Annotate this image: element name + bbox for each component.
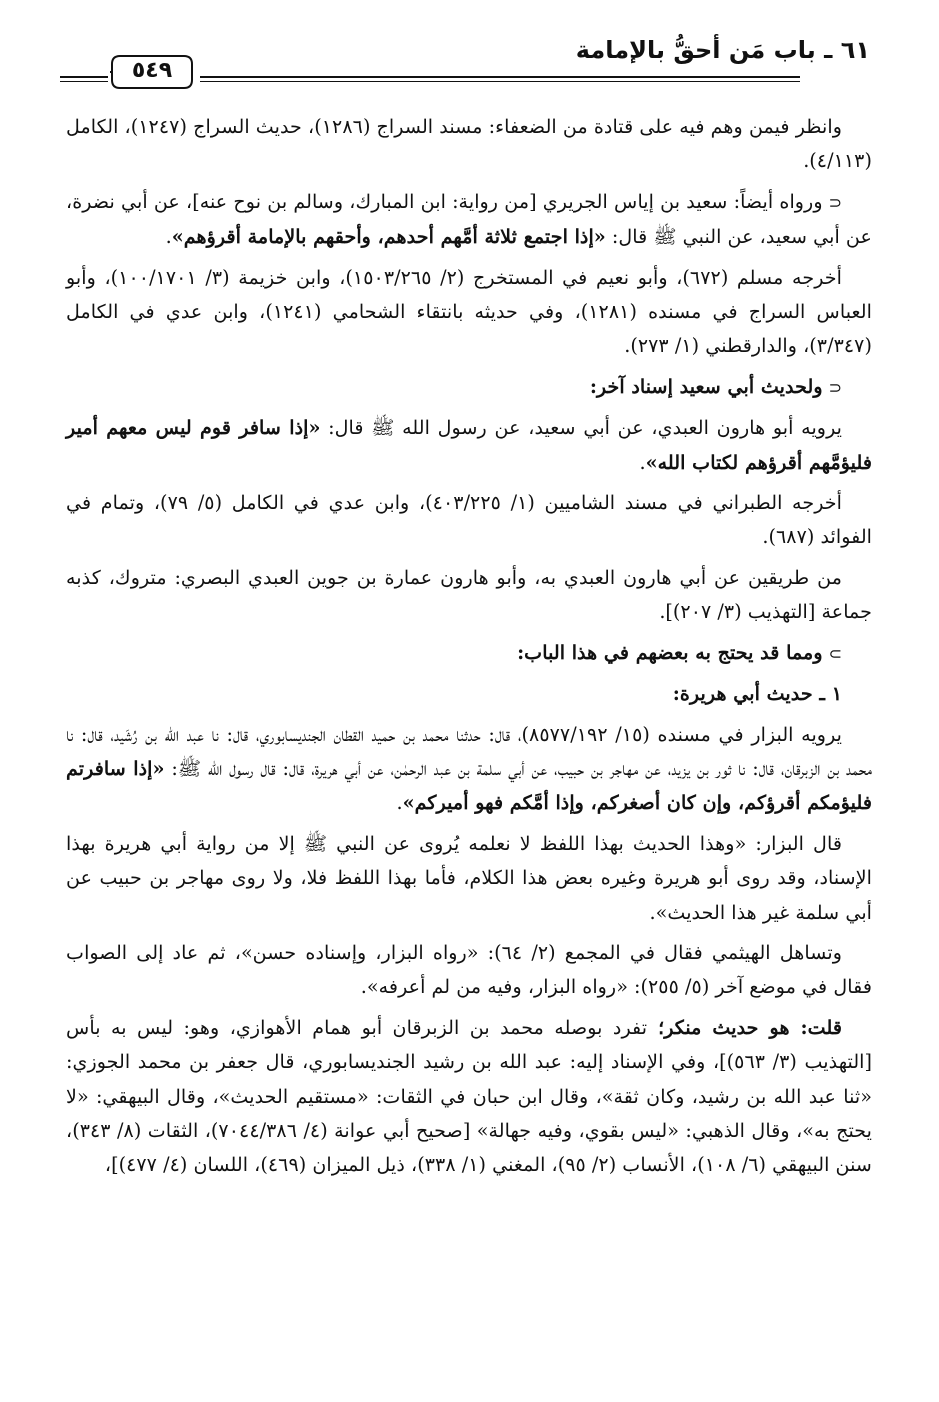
bold-text: «إذا اجتمع ثلاثة أمَّهم أحدهم، وأحقهم بالإمامة أقرؤهم» xyxy=(171,225,606,249)
paragraph-p11 xyxy=(66,827,872,930)
text-segment: . xyxy=(639,450,646,474)
text-segment: يرويه البزار في مسنده (١٥/ ٨٥٧٧/١٩٢)، قال: حدثنا محمد بن حميد القطان الجنديسابوري، قال: نا عبد الله بن رُشَيد، قال: نا محمد بن الزبرقان، قال: نا ثور بن يزيد، عن مهاجر بن حبيب، عن أبي سلمة بن عبد الرحمٰن، عن أبي هريرة، قال: قال رسول الله ﷺ: xyxy=(66,722,872,780)
text-segment: . xyxy=(165,225,172,249)
bold-text: «إذا سافرتم فليؤمكم أقرؤكم، وإن كان أصغركم، وإذا أمَّكم فهو أميركم» xyxy=(66,756,872,815)
paragraph-p8 xyxy=(66,636,872,671)
section-marker-icon: ⊂ xyxy=(828,377,842,397)
paragraph-p3 xyxy=(66,261,872,364)
bold-text: «إذا سافر قوم ليس معهم أمير فليؤمَّهم أقرؤهم لكتاب الله» xyxy=(66,416,872,474)
paragraph-p6 xyxy=(66,486,872,555)
page-body xyxy=(66,110,872,1189)
bold-text: ولحديث أبي سعيد إسناد آخر: xyxy=(589,374,823,398)
paragraph-p12 xyxy=(66,936,872,1005)
header-rule-left-thin xyxy=(60,81,108,82)
paragraph-p9 xyxy=(66,677,872,711)
bold-text: ومما قد يحتج به بعضهم في هذا الباب: xyxy=(517,640,823,664)
header-rule-right-thin xyxy=(200,81,800,82)
text-segment: أخرجه الطبراني في مسند الشاميين (١/ ٤٠٣/٢٢٥)، وابن عدي في الكامل (٥/ ٧٩)، وتمام في الفوائد (٦٨٧). xyxy=(66,491,872,549)
text-segment: قال البزار: «وهذا الحديث بهذا اللفظ لا نعلمه يُروى عن النبي ﷺ إلا من رواية أبي هريرة بهذا الإسناد، وقد روى أبو هريرة وغيره بعض هذا الكلام، فأما بهذا اللفظ فلا، ولا روى مهاجر بن حبيب عن أبي سلمة غير هذا الحديث». xyxy=(66,831,872,924)
section-marker-icon: ⊃ xyxy=(828,643,842,663)
text-segment: وتساهل الهيثمي فقال في المجمع (٢/ ٦٤): «رواه البزار، وإسناده حسن»، ثم عاد إلى الصواب فقال في موضع آخر (٥/ ٢٥٥): «رواه البزار، وفيه من لم أعرفه». xyxy=(66,940,872,999)
section-marker-icon: ⊂ xyxy=(828,192,842,212)
text-segment: تفرد بوصله محمد بن الزبرقان أبو همام الأهوازي، وهو: ليس به بأس [التهذيب (٣/ ٥٦٣)]، وفي الإسناد إليه: عبد الله بن رشيد الجنديسابوري، قال جعفر بن محمد الجوزي: «ثنا عبد الله بن رشيد، وكان ثقة»، وقال ابن حبان في الثقات: «مستقيم الحديث»، وقال البيهقي: «لا يحتج به»، وقال الذهبي: «ليس بقوي، وفيه جهالة» [صحيح أبي عوانة (٤/ ٧٠٤٤/٣٨٦)، الثقات (٨/ ٣٤٣)، سنن البيهقي (٦/ ١٠٨)، الأنساب (٢/ ٩٥)، المغني (١/ ٣٣٨)، ذيل الميزان (٤٦٩)، اللسان (٤/ ٤٧٧)]، xyxy=(66,1015,872,1177)
page-number: ٥٤٩ xyxy=(131,58,173,83)
paragraph-p1 xyxy=(66,110,872,179)
paragraph-p4 xyxy=(66,370,872,405)
paragraph-p13 xyxy=(66,1011,872,1183)
text-segment: يرويه أبو هارون العبدي، عن أبي سعيد، عن رسول الله ﷺ قال: xyxy=(320,416,842,440)
running-title: ٦١ ـ باب مَن أحقُّ بالإمامة xyxy=(575,36,870,64)
paragraph-p10 xyxy=(66,718,872,821)
header-rule-right xyxy=(200,76,800,78)
bold-text: قلت: هو حديث منكر؛ xyxy=(647,1015,842,1039)
header-rule-left xyxy=(60,76,108,78)
paragraph-p2 xyxy=(66,185,872,255)
text-segment: وانظر فيمن وهم فيه على قتادة من الضعفاء: مسند السراج (١٢٨٦)، حديث السراج (١٢٤٧)، الكامل (٤/١١٣). xyxy=(66,115,872,173)
text-segment: من طريقين عن أبي هارون العبدي به، وأبو هارون عمارة بن جوين العبدي البصري: متروك، كذبه جماعة [التهذيب (٣/ ٢٠٧)]. xyxy=(66,565,872,624)
page-header xyxy=(60,30,870,90)
text-segment: أخرجه مسلم (٦٧٢)، وأبو نعيم في المستخرج (٢/ ١٥٠٣/٢٦٥)، وابن خزيمة (٣/ ١٠٠/١٧٠١)، وأبو العباس السراج في مسنده (١٢٨١)، وفي حديثه بانتقاء الشحامي (١٢٤١)، وابن عدي في الكامل (٣/٣٤٧)، والدارقطني (١/ ٢٧٣). xyxy=(66,265,872,358)
text-segment: ورواه أيضاً: سعيد بن إياس الجريري [من رواية: ابن المبارك، وسالم بن نوح عنه]، عن أبي نضرة، عن أبي سعيد، عن النبي ﷺ قال: xyxy=(66,189,872,249)
page-number-badge xyxy=(110,54,194,90)
text-segment: . xyxy=(396,791,403,815)
paragraph-p5 xyxy=(66,411,872,480)
paragraph-p7 xyxy=(66,561,872,630)
bold-text: ١ ـ حديث أبي هريرة: xyxy=(672,682,842,706)
